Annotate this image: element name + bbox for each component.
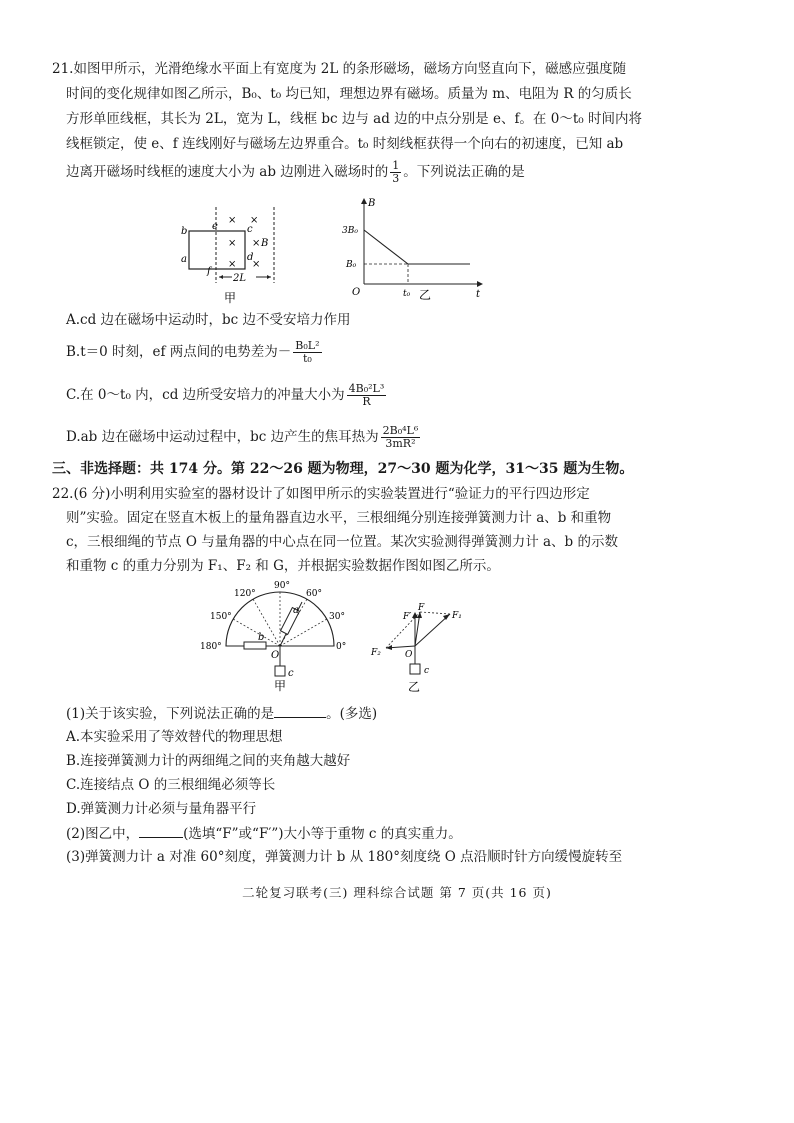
answer-blank-1[interactable]: [274, 703, 326, 718]
cross-mark: ×: [250, 215, 259, 226]
option-b-fraction: [293, 340, 321, 365]
q21-option-c: [66, 383, 766, 408]
x-axis-arrow: [477, 281, 483, 287]
cross-mark: ×: [252, 259, 261, 270]
sub1-pre: (1)关于该实验，下列说法正确的是: [66, 706, 275, 722]
cross-mark: ×: [228, 259, 237, 270]
fraction-numerator: 2B₀⁴L⁶: [382, 424, 419, 437]
sub2-pre: (2)图乙中，: [66, 826, 140, 842]
q22-sub1-option-d: D.弹簧测力计必须与量角器平行: [66, 801, 257, 817]
fraction-numerator: B₀L²: [295, 339, 320, 352]
spring-scale-b: [244, 642, 266, 649]
q21-stem-line-5-pre: 边离开磁场时线框的速度大小为 ab 边刚进入磁场时的: [66, 164, 389, 180]
q22-stem-line-3: c，三根细绳的节点 O 与量角器的中心点在同一位置。某次实验测得弹簧测力计 a、b 的示数: [66, 534, 618, 550]
label-d: d: [247, 252, 254, 263]
vector-F1: [415, 614, 450, 646]
option-c-text: C.在 0～t₀ 内，cd 边所受安培力的冲量大小为: [66, 387, 345, 403]
cross-mark: ×: [228, 215, 237, 226]
q21-option-d: [66, 425, 766, 450]
deg-0: 0°: [336, 642, 347, 652]
fraction-denominator: 3: [392, 172, 400, 185]
q22-sub-3: (3)弹簧测力计 a 对准 60°刻度，弹簧测力计 b 从 180°刻度绕 O 点沿顺时针方向缓慢旋转至: [66, 849, 623, 865]
origin-label: O: [352, 287, 361, 298]
page-footer: 二轮复习联考(三) 理科综合试题 第 7 页(共 16 页): [242, 885, 552, 900]
deg-120: 120°: [234, 589, 256, 599]
label-c: c: [288, 668, 294, 679]
figure-caption-yi: 乙: [408, 680, 421, 694]
y-axis-arrow: [361, 198, 367, 204]
label-F: F: [418, 603, 425, 613]
fraction-denominator: 3mR²: [385, 437, 416, 450]
q21-stem-line-1: 21.如图甲所示，光滑绝缘水平面上有宽度为 2L 的条形磁场，磁场方向竖直向下，磁感应强度随: [52, 61, 627, 77]
sub2-post: (选填“F”或“F′”)大小等于重物 c 的真实重力。: [183, 826, 462, 842]
figure-caption-yi: 乙: [419, 288, 432, 302]
option-d-text: D.ab 边在磁场中运动过程中，bc 边产生的焦耳热为: [66, 429, 379, 445]
width-arrow-left: [219, 275, 223, 279]
fraction-denominator: R: [362, 395, 371, 408]
label-c: c: [424, 666, 430, 676]
q22-figure-jia: [196, 576, 356, 694]
label-e: e: [212, 221, 218, 232]
label-a: a: [181, 254, 187, 265]
tick-B0: B₀: [346, 260, 357, 270]
label-c: c: [247, 224, 253, 235]
q21-figure-yi-graph: [340, 196, 490, 306]
label-F2: F₂: [371, 648, 381, 658]
cross-mark: ×: [228, 238, 237, 249]
label-f: f: [207, 266, 211, 277]
q21-stem-line-2: 时间的变化规律如图乙所示，B₀、t₀ 均已知，理想边界有磁场。质量为 m、电阻为 R 的匀质长: [66, 86, 632, 102]
q21-option-a: A.cd 边在磁场中运动时，bc 边不受安培力作用: [66, 312, 351, 328]
figure-caption-jia: 甲: [274, 679, 287, 693]
axis-label-t: t: [476, 289, 481, 300]
label-b: b: [258, 632, 265, 643]
label-O: O: [271, 650, 280, 661]
protractor-guide-lines: [233, 592, 327, 646]
q21-figure-jia: [176, 205, 286, 310]
q22-stem-line-1: 22.(6 分)小明利用实验室的器材设计了如图甲所示的实验装置进行“验证力的平行四边形定: [52, 486, 590, 502]
fraction-numerator: 4B₀²L³: [348, 382, 385, 395]
q22-sub-2: [66, 823, 766, 844]
option-d-fraction: [381, 425, 421, 450]
answer-blank-2[interactable]: [139, 823, 183, 838]
q21-stem-line-5-post: 。下列说法正确的是: [403, 164, 525, 180]
q22-stem-line-4: 和重物 c 的重力分别为 F₁、F₂ 和 G，并根据实验数据作图如图乙所示。: [66, 558, 500, 574]
axis-label-B: B: [368, 198, 376, 209]
b-t-curve: [364, 230, 470, 264]
wire-frame: [189, 231, 245, 269]
deg-90: 90°: [274, 581, 290, 591]
q22-sub-1: [66, 703, 766, 724]
label-F1: F₁: [452, 611, 462, 621]
q22-figure-yi: [368, 600, 468, 696]
tick-t0: t₀: [403, 289, 411, 299]
width-arrow-right: [267, 275, 271, 279]
fraction-numerator: 1: [392, 159, 400, 172]
section-3-heading: 三、非选择题：共 174 分。第 22～26 题为物理，27～30 题为化学，31～35 题为生物。: [52, 461, 634, 477]
label-B: B: [261, 238, 269, 249]
deg-60: 60°: [306, 589, 322, 599]
label-b: b: [181, 226, 188, 237]
deg-30: 30°: [329, 612, 345, 622]
option-c-fraction: [347, 383, 387, 408]
q21-stem-line-4: 线框锁定，使 e、f 连线刚好与磁场左边界重合。t₀ 时刻线框获得一个向右的初速度，已知 ab: [66, 136, 624, 152]
weight-c: [275, 666, 285, 676]
q22-stem-line-2: 则”实验。固定在竖直木板上的量角器直边水平，三根细绳分别连接弹簧测力计 a、b 和重物: [66, 510, 612, 526]
q21-stem-line-5: [66, 160, 766, 185]
tick-3B0: 3B₀: [342, 226, 358, 236]
label-Fprime: F′: [403, 612, 412, 622]
label-O: O: [405, 650, 413, 660]
q22-sub1-option-c: C.连接结点 O 的三根细绳必须等长: [66, 777, 276, 793]
q22-sub1-option-a: A.本实验采用了等效替代的物理思想: [66, 729, 283, 745]
q22-sub1-option-b: B.连接弹簧测力计的两细绳之间的夹角越大越好: [66, 753, 351, 769]
deg-180: 180°: [200, 642, 222, 652]
q21-stem-line-3: 方形单匝线框，其长为 2L，宽为 L，线框 bc 边与 ad 边的中点分别是 e、f。在 0～t₀ 时间内将: [66, 111, 642, 127]
weight-c: [410, 664, 420, 674]
cross-mark: ×: [252, 238, 261, 249]
fraction-denominator: t₀: [302, 352, 312, 365]
parallelogram-edge: [420, 612, 450, 614]
q21-option-b: [66, 340, 766, 365]
figure-caption-jia: 甲: [224, 291, 237, 305]
one-third-fraction: [390, 160, 401, 185]
label-a: a: [293, 605, 299, 616]
deg-150: 150°: [210, 612, 232, 622]
width-label: 2L: [233, 273, 247, 284]
sub1-post: 。(多选): [326, 706, 378, 722]
option-b-text: B.t＝0 时刻，ef 两点间的电势差为－: [66, 344, 292, 360]
